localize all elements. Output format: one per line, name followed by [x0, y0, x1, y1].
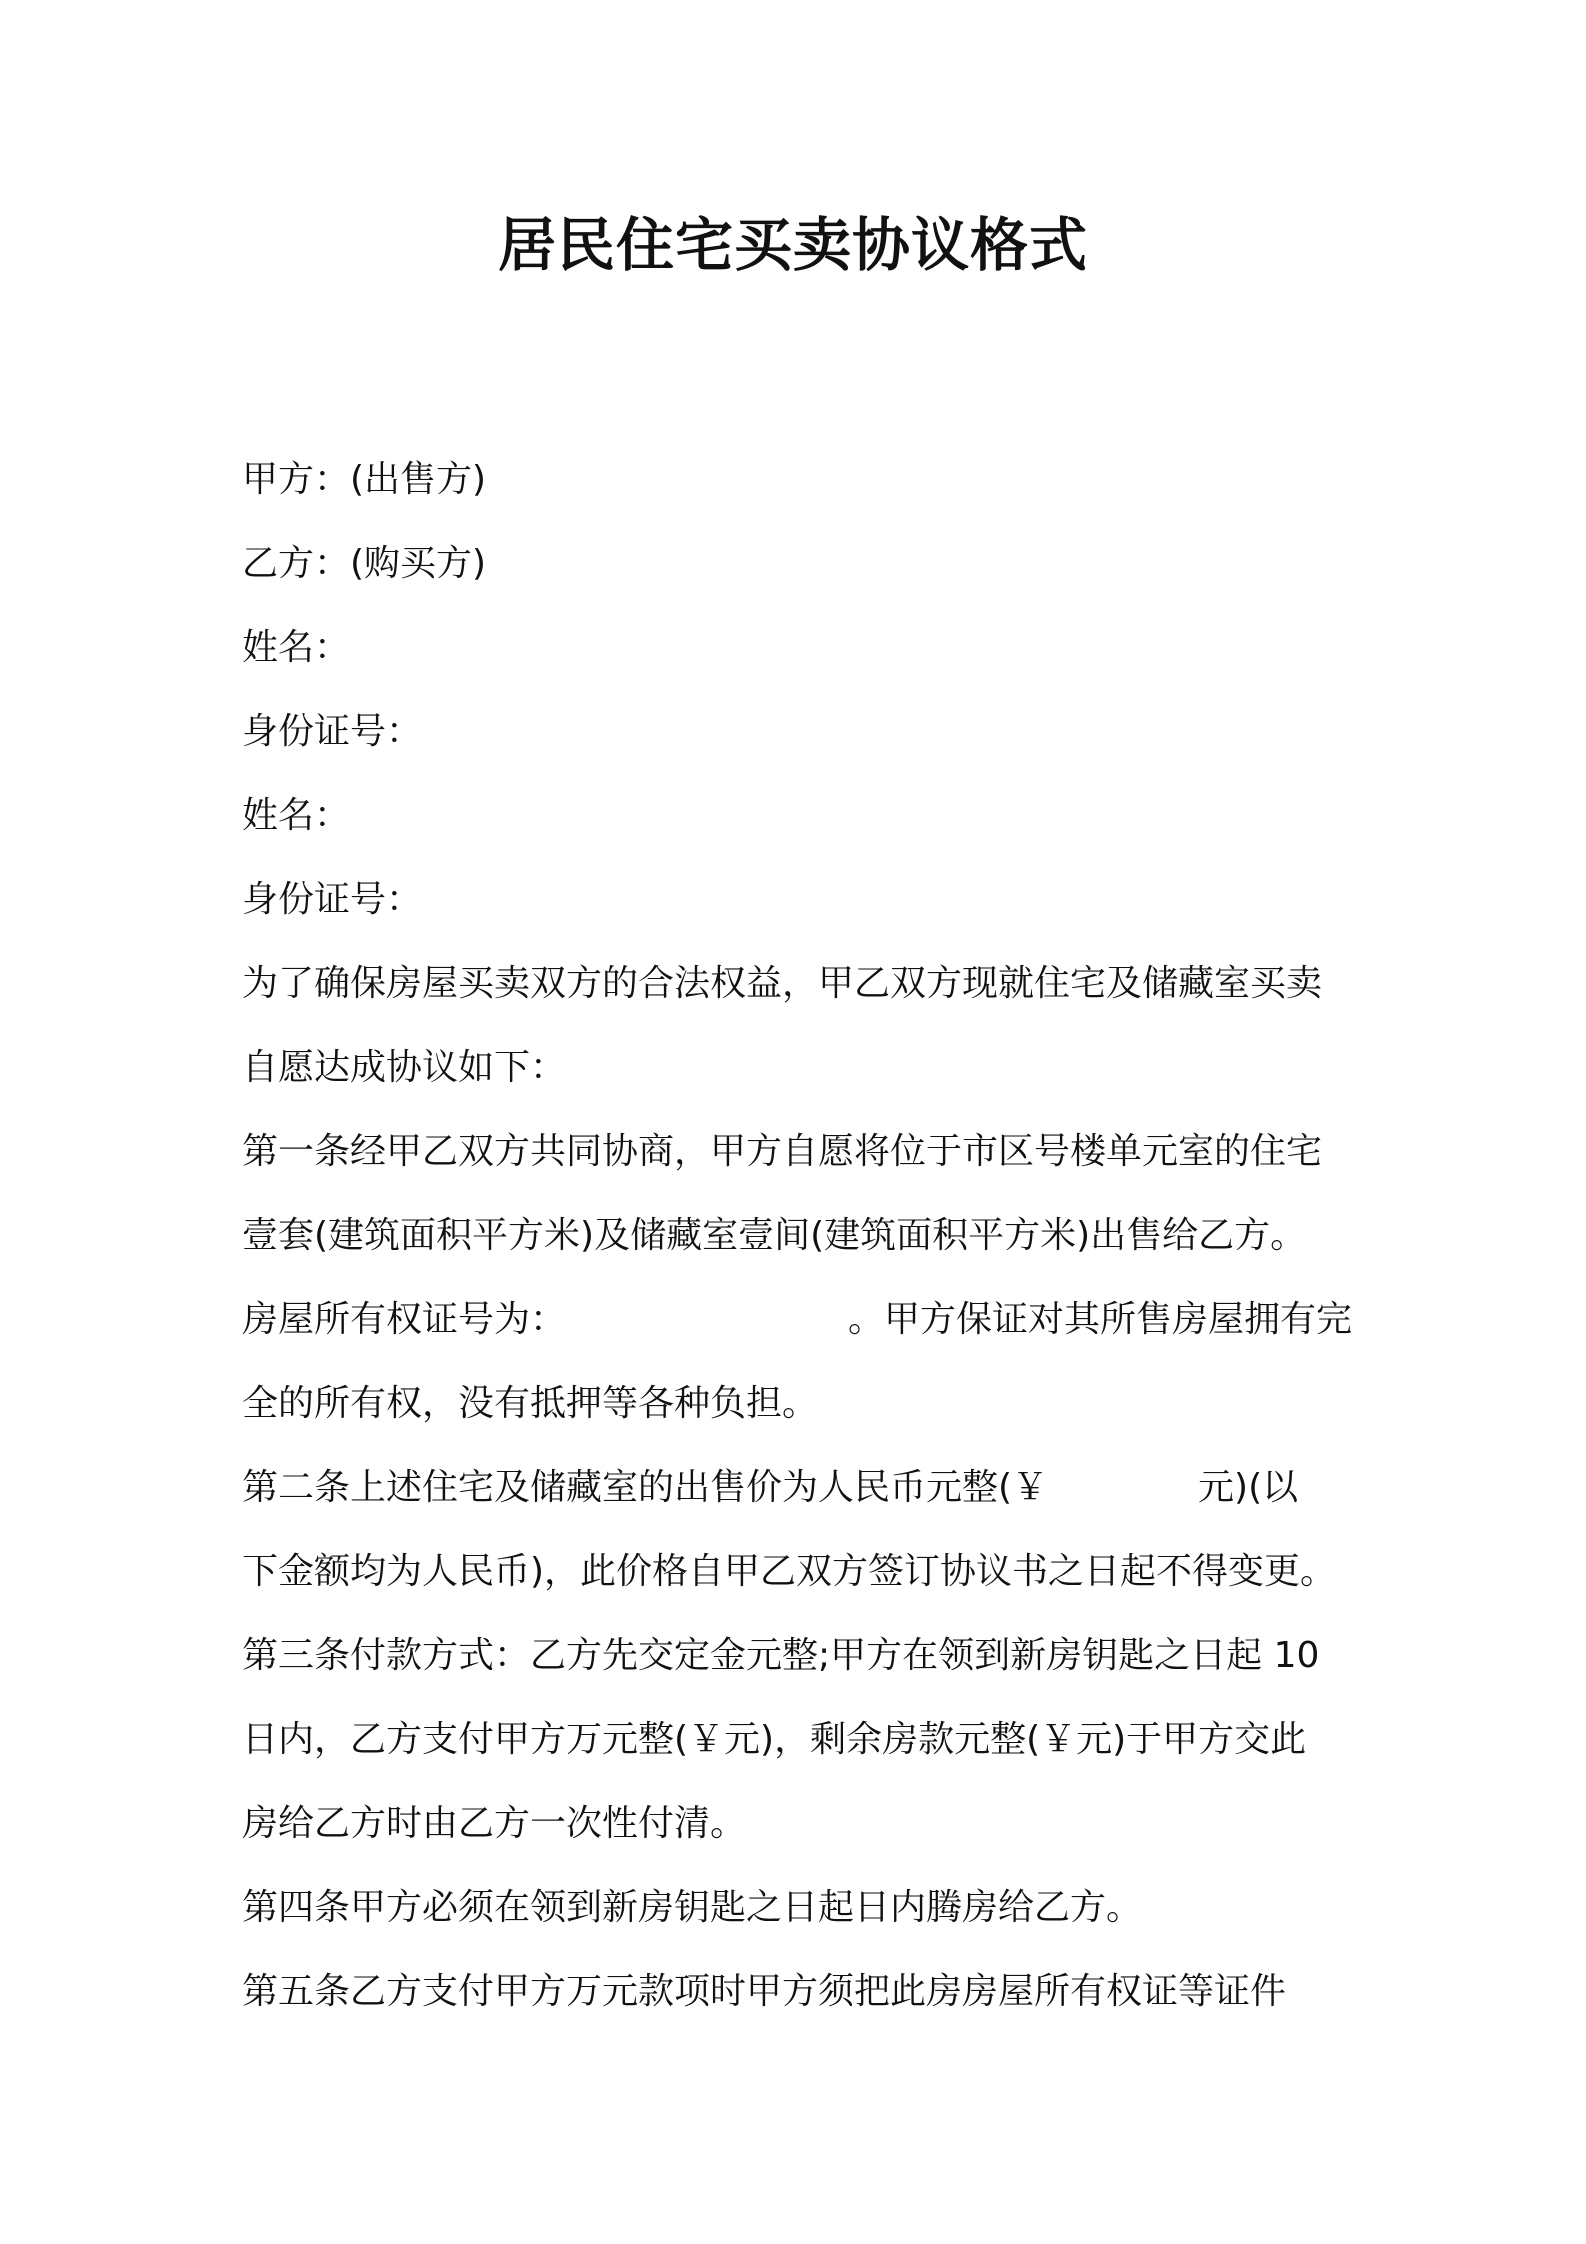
document-title: 居民住宅买卖协议格式	[497, 211, 1088, 279]
party-a-line: 甲方：(出售方)	[242, 459, 487, 500]
intro-line: 自愿达成协议如下：	[242, 1047, 567, 1088]
name-line: 姓名：	[242, 795, 351, 836]
article-2-line	[242, 1446, 1362, 1530]
name-line: 姓名：	[242, 627, 351, 668]
article-1-line: 全的所有权，没有抵押等各种负担。	[242, 1383, 819, 1424]
article-1-line: 第一条经甲乙双方共同协商，甲方自愿将位于市区号楼单元室的住宅	[242, 1131, 1323, 1172]
article-2-line: 下金额均为人民币)，此价格自甲乙双方签订协议书之日起不得变更。	[242, 1551, 1337, 1592]
intro-line: 为了确保房屋买卖双方的合法权益，甲乙双方现就住宅及储藏室买卖	[242, 963, 1323, 1004]
id-number-line: 身份证号：	[242, 711, 423, 752]
certificate-label: 房屋所有权证号为：	[242, 1299, 567, 1340]
article-4-line: 第四条甲方必须在领到新房钥匙之日起日内腾房给乙方。	[242, 1887, 1143, 1928]
party-b-line: 乙方：(购买方)	[242, 543, 487, 584]
document-body	[242, 438, 1362, 2034]
article-1-line: 壹套(建筑面积平方米)及储藏室壹间(建筑面积平方米)出售给乙方。	[242, 1215, 1307, 1256]
certificate-line	[242, 1278, 1362, 1362]
certificate-tail: 。甲方保证对其所售房屋拥有完	[848, 1299, 1353, 1340]
article-3-line: 房给乙方时由乙方一次性付清。	[242, 1803, 747, 1844]
price-label: 第二条上述住宅及储藏室的出售价为人民币元整(￥	[242, 1467, 1049, 1508]
price-tail: 元)(以	[1198, 1467, 1299, 1508]
article-3-line: 第三条付款方式：乙方先交定金元整;甲方在领到新房钥匙之日起 10	[242, 1635, 1320, 1676]
article-3-line: 日内，乙方支付甲方万元整(￥元)，剩余房款元整(￥元)于甲方交此	[242, 1719, 1307, 1760]
id-number-line: 身份证号：	[242, 879, 423, 920]
article-5-line: 第五条乙方支付甲方万元款项时甲方须把此房房屋所有权证等证件	[242, 1971, 1287, 2012]
